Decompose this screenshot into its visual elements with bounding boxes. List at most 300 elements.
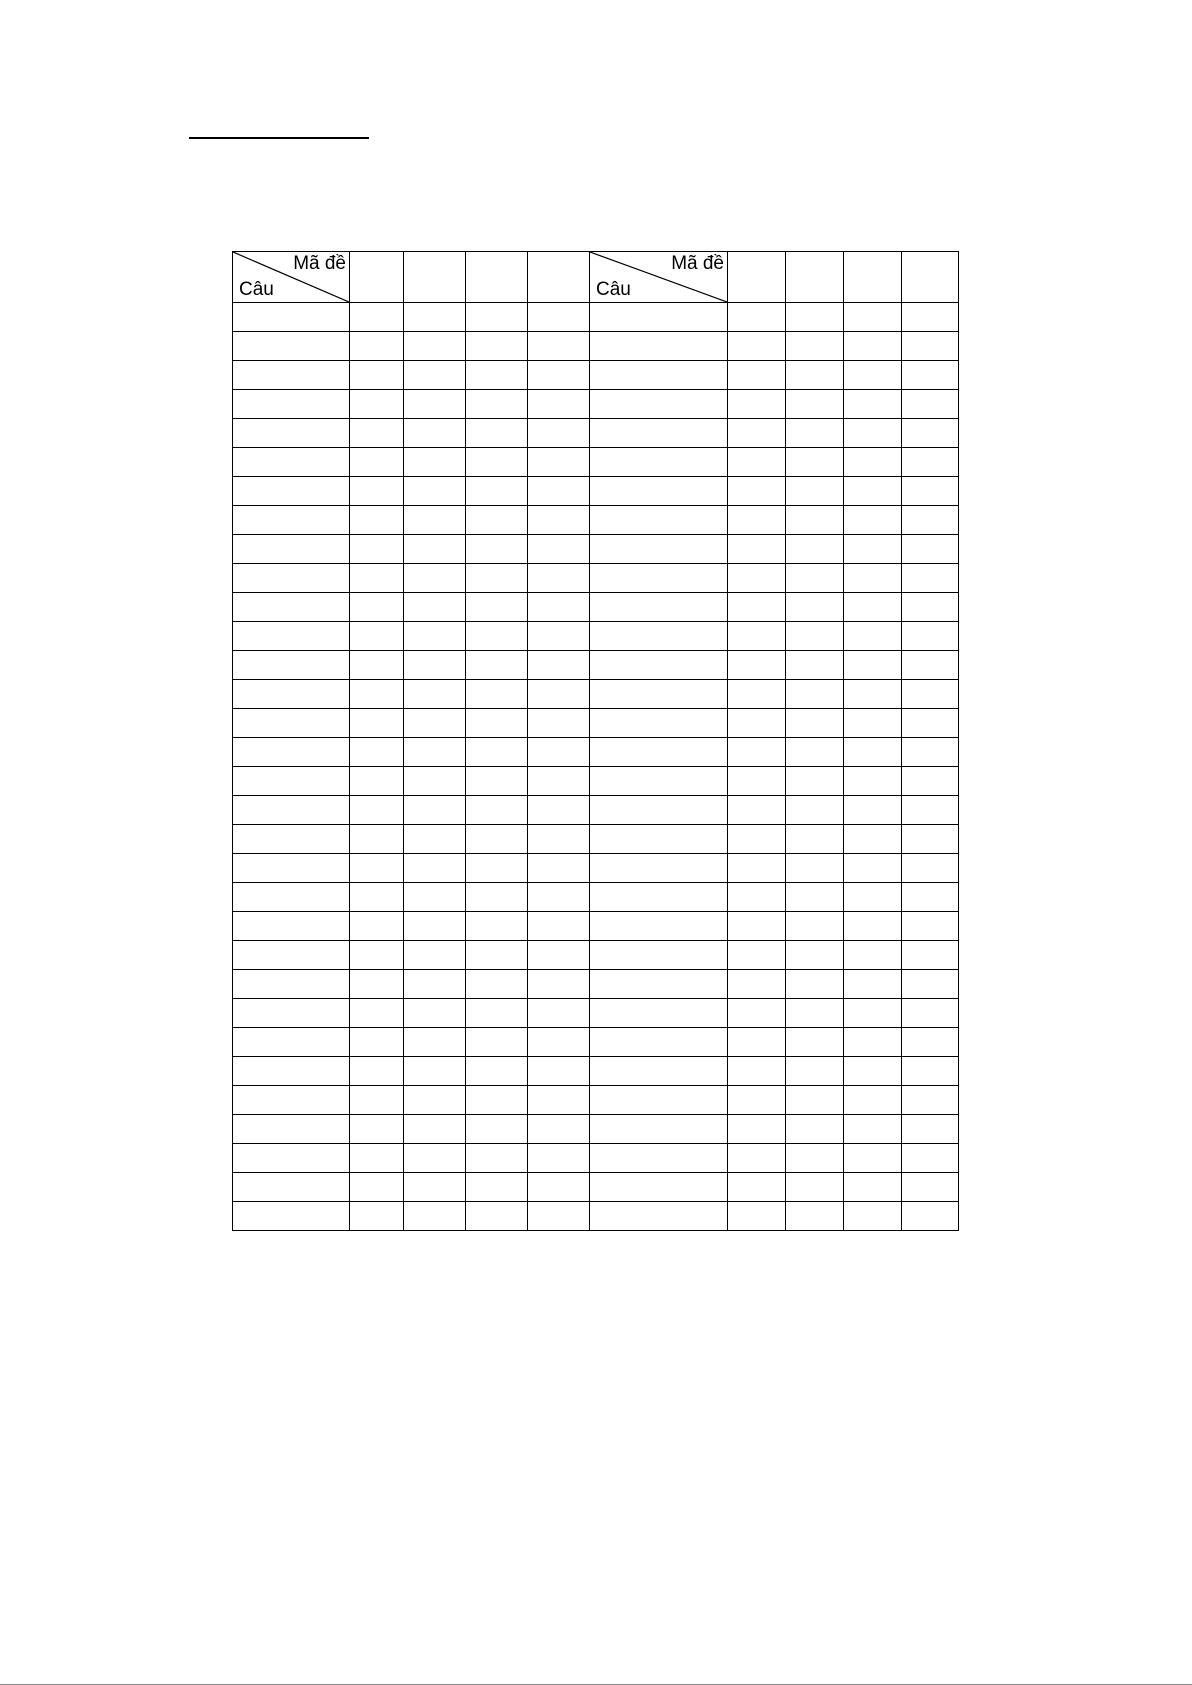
answer-cell[interactable] <box>728 854 786 883</box>
answer-cell[interactable] <box>350 332 404 361</box>
question-number-cell[interactable] <box>590 825 728 854</box>
answer-cell[interactable] <box>404 448 466 477</box>
answer-cell[interactable] <box>466 1115 528 1144</box>
answer-cell[interactable] <box>466 332 528 361</box>
answer-cell[interactable] <box>728 303 786 332</box>
answer-cell[interactable] <box>902 1115 959 1144</box>
answer-cell[interactable] <box>350 1057 404 1086</box>
answer-cell[interactable] <box>528 1202 590 1231</box>
answer-cell[interactable] <box>728 506 786 535</box>
answer-cell[interactable] <box>786 1086 844 1115</box>
question-number-cell[interactable] <box>233 332 350 361</box>
answer-cell[interactable] <box>786 303 844 332</box>
answer-cell[interactable] <box>404 854 466 883</box>
answer-cell[interactable] <box>404 535 466 564</box>
question-number-cell[interactable] <box>233 767 350 796</box>
question-number-cell[interactable] <box>590 709 728 738</box>
answer-cell[interactable] <box>350 506 404 535</box>
answer-cell[interactable] <box>786 506 844 535</box>
answer-cell[interactable] <box>728 390 786 419</box>
question-number-cell[interactable] <box>233 738 350 767</box>
exam-code-header-cell[interactable] <box>902 252 959 303</box>
question-number-cell[interactable] <box>590 506 728 535</box>
answer-cell[interactable] <box>466 477 528 506</box>
answer-cell[interactable] <box>350 593 404 622</box>
answer-cell[interactable] <box>528 564 590 593</box>
answer-cell[interactable] <box>404 912 466 941</box>
answer-cell[interactable] <box>786 854 844 883</box>
answer-cell[interactable] <box>404 1144 466 1173</box>
question-number-cell[interactable] <box>233 680 350 709</box>
answer-cell[interactable] <box>728 332 786 361</box>
answer-cell[interactable] <box>844 999 902 1028</box>
answer-cell[interactable] <box>466 796 528 825</box>
answer-cell[interactable] <box>528 1173 590 1202</box>
answer-cell[interactable] <box>902 1144 959 1173</box>
answer-cell[interactable] <box>466 883 528 912</box>
answer-cell[interactable] <box>466 912 528 941</box>
answer-cell[interactable] <box>466 1086 528 1115</box>
answer-cell[interactable] <box>466 680 528 709</box>
question-number-cell[interactable] <box>590 419 728 448</box>
answer-cell[interactable] <box>728 593 786 622</box>
answer-cell[interactable] <box>844 941 902 970</box>
answer-cell[interactable] <box>902 1028 959 1057</box>
answer-cell[interactable] <box>844 390 902 419</box>
answer-cell[interactable] <box>528 854 590 883</box>
question-number-cell[interactable] <box>590 796 728 825</box>
answer-cell[interactable] <box>844 1144 902 1173</box>
answer-cell[interactable] <box>404 767 466 796</box>
answer-cell[interactable] <box>786 999 844 1028</box>
answer-cell[interactable] <box>786 1144 844 1173</box>
answer-cell[interactable] <box>404 564 466 593</box>
exam-code-header-cell[interactable] <box>466 252 528 303</box>
question-number-cell[interactable] <box>590 1115 728 1144</box>
answer-cell[interactable] <box>844 796 902 825</box>
question-number-cell[interactable] <box>590 1202 728 1231</box>
answer-cell[interactable] <box>844 738 902 767</box>
answer-cell[interactable] <box>350 651 404 680</box>
answer-cell[interactable] <box>902 999 959 1028</box>
answer-cell[interactable] <box>466 506 528 535</box>
answer-cell[interactable] <box>844 535 902 564</box>
answer-cell[interactable] <box>528 709 590 738</box>
question-number-cell[interactable] <box>233 448 350 477</box>
answer-cell[interactable] <box>466 535 528 564</box>
answer-cell[interactable] <box>786 941 844 970</box>
answer-cell[interactable] <box>728 883 786 912</box>
answer-cell[interactable] <box>844 883 902 912</box>
question-number-cell[interactable] <box>233 1057 350 1086</box>
answer-cell[interactable] <box>786 1173 844 1202</box>
answer-cell[interactable] <box>728 419 786 448</box>
answer-cell[interactable] <box>404 999 466 1028</box>
answer-cell[interactable] <box>902 390 959 419</box>
answer-cell[interactable] <box>350 564 404 593</box>
answer-cell[interactable] <box>786 738 844 767</box>
exam-code-header-cell[interactable] <box>404 252 466 303</box>
answer-cell[interactable] <box>902 1202 959 1231</box>
answer-cell[interactable] <box>350 535 404 564</box>
answer-cell[interactable] <box>728 767 786 796</box>
answer-cell[interactable] <box>350 1086 404 1115</box>
answer-cell[interactable] <box>786 970 844 999</box>
exam-code-header-cell[interactable] <box>528 252 590 303</box>
answer-cell[interactable] <box>902 854 959 883</box>
exam-code-header-cell[interactable] <box>786 252 844 303</box>
answer-cell[interactable] <box>902 477 959 506</box>
answer-cell[interactable] <box>528 506 590 535</box>
answer-cell[interactable] <box>786 796 844 825</box>
answer-cell[interactable] <box>844 593 902 622</box>
answer-cell[interactable] <box>902 1086 959 1115</box>
question-number-cell[interactable] <box>590 738 728 767</box>
answer-cell[interactable] <box>404 883 466 912</box>
answer-cell[interactable] <box>466 1173 528 1202</box>
answer-cell[interactable] <box>902 622 959 651</box>
answer-cell[interactable] <box>350 622 404 651</box>
answer-cell[interactable] <box>466 854 528 883</box>
answer-cell[interactable] <box>844 1115 902 1144</box>
question-number-cell[interactable] <box>233 622 350 651</box>
answer-cell[interactable] <box>404 332 466 361</box>
question-number-cell[interactable] <box>233 1086 350 1115</box>
question-number-cell[interactable] <box>233 883 350 912</box>
answer-cell[interactable] <box>466 709 528 738</box>
answer-cell[interactable] <box>404 419 466 448</box>
question-number-cell[interactable] <box>590 361 728 390</box>
answer-cell[interactable] <box>350 912 404 941</box>
answer-cell[interactable] <box>902 506 959 535</box>
question-number-cell[interactable] <box>590 883 728 912</box>
answer-cell[interactable] <box>728 535 786 564</box>
answer-cell[interactable] <box>844 332 902 361</box>
answer-cell[interactable] <box>786 390 844 419</box>
answer-cell[interactable] <box>350 361 404 390</box>
question-number-cell[interactable] <box>233 1202 350 1231</box>
answer-cell[interactable] <box>728 1028 786 1057</box>
answer-cell[interactable] <box>466 825 528 854</box>
answer-cell[interactable] <box>844 448 902 477</box>
answer-cell[interactable] <box>404 477 466 506</box>
answer-cell[interactable] <box>728 738 786 767</box>
answer-cell[interactable] <box>466 1028 528 1057</box>
answer-cell[interactable] <box>728 825 786 854</box>
answer-cell[interactable] <box>528 622 590 651</box>
answer-cell[interactable] <box>350 390 404 419</box>
answer-cell[interactable] <box>350 767 404 796</box>
answer-cell[interactable] <box>404 941 466 970</box>
answer-cell[interactable] <box>786 332 844 361</box>
answer-cell[interactable] <box>466 361 528 390</box>
answer-cell[interactable] <box>786 825 844 854</box>
answer-cell[interactable] <box>786 1115 844 1144</box>
question-number-cell[interactable] <box>233 912 350 941</box>
question-number-cell[interactable] <box>233 419 350 448</box>
answer-cell[interactable] <box>404 738 466 767</box>
question-number-cell[interactable] <box>590 448 728 477</box>
answer-cell[interactable] <box>786 883 844 912</box>
answer-cell[interactable] <box>466 941 528 970</box>
question-number-cell[interactable] <box>233 1028 350 1057</box>
answer-cell[interactable] <box>466 564 528 593</box>
answer-cell[interactable] <box>728 999 786 1028</box>
question-number-cell[interactable] <box>233 941 350 970</box>
answer-cell[interactable] <box>786 448 844 477</box>
answer-cell[interactable] <box>844 854 902 883</box>
answer-cell[interactable] <box>786 593 844 622</box>
question-number-cell[interactable] <box>590 593 728 622</box>
question-number-cell[interactable] <box>590 941 728 970</box>
answer-cell[interactable] <box>404 622 466 651</box>
question-number-cell[interactable] <box>233 506 350 535</box>
answer-cell[interactable] <box>528 912 590 941</box>
question-number-cell[interactable] <box>233 361 350 390</box>
answer-cell[interactable] <box>902 709 959 738</box>
exam-code-header-cell[interactable] <box>728 252 786 303</box>
answer-cell[interactable] <box>528 419 590 448</box>
answer-cell[interactable] <box>902 651 959 680</box>
answer-cell[interactable] <box>902 303 959 332</box>
answer-cell[interactable] <box>902 970 959 999</box>
answer-cell[interactable] <box>350 303 404 332</box>
answer-cell[interactable] <box>528 767 590 796</box>
answer-cell[interactable] <box>404 593 466 622</box>
answer-cell[interactable] <box>350 680 404 709</box>
answer-cell[interactable] <box>350 1202 404 1231</box>
question-number-cell[interactable] <box>590 564 728 593</box>
answer-cell[interactable] <box>528 332 590 361</box>
question-number-cell[interactable] <box>590 303 728 332</box>
answer-cell[interactable] <box>528 477 590 506</box>
answer-cell[interactable] <box>902 825 959 854</box>
question-number-cell[interactable] <box>233 564 350 593</box>
question-number-cell[interactable] <box>233 825 350 854</box>
question-number-cell[interactable] <box>590 332 728 361</box>
question-number-cell[interactable] <box>233 303 350 332</box>
question-number-cell[interactable] <box>233 1144 350 1173</box>
answer-cell[interactable] <box>902 419 959 448</box>
answer-cell[interactable] <box>528 941 590 970</box>
question-number-cell[interactable] <box>590 970 728 999</box>
answer-cell[interactable] <box>404 1086 466 1115</box>
answer-cell[interactable] <box>528 825 590 854</box>
answer-cell[interactable] <box>728 680 786 709</box>
answer-cell[interactable] <box>350 1173 404 1202</box>
answer-cell[interactable] <box>844 361 902 390</box>
answer-cell[interactable] <box>466 999 528 1028</box>
exam-code-header-cell[interactable] <box>350 252 404 303</box>
answer-cell[interactable] <box>728 709 786 738</box>
answer-cell[interactable] <box>844 303 902 332</box>
answer-cell[interactable] <box>404 1115 466 1144</box>
answer-cell[interactable] <box>786 651 844 680</box>
answer-cell[interactable] <box>728 941 786 970</box>
question-number-cell[interactable] <box>590 622 728 651</box>
answer-cell[interactable] <box>902 564 959 593</box>
answer-cell[interactable] <box>466 767 528 796</box>
question-number-cell[interactable] <box>233 593 350 622</box>
answer-cell[interactable] <box>528 1028 590 1057</box>
answer-cell[interactable] <box>786 477 844 506</box>
question-number-cell[interactable] <box>590 651 728 680</box>
question-number-cell[interactable] <box>233 709 350 738</box>
answer-cell[interactable] <box>786 1057 844 1086</box>
answer-cell[interactable] <box>466 738 528 767</box>
question-number-cell[interactable] <box>590 535 728 564</box>
answer-cell[interactable] <box>786 535 844 564</box>
answer-cell[interactable] <box>786 1202 844 1231</box>
answer-cell[interactable] <box>786 361 844 390</box>
answer-cell[interactable] <box>466 970 528 999</box>
answer-cell[interactable] <box>786 564 844 593</box>
answer-cell[interactable] <box>528 448 590 477</box>
answer-cell[interactable] <box>350 796 404 825</box>
answer-cell[interactable] <box>466 303 528 332</box>
answer-cell[interactable] <box>728 796 786 825</box>
answer-cell[interactable] <box>350 970 404 999</box>
answer-cell[interactable] <box>404 970 466 999</box>
answer-cell[interactable] <box>404 303 466 332</box>
answer-cell[interactable] <box>466 622 528 651</box>
question-number-cell[interactable] <box>590 999 728 1028</box>
exam-code-header-cell[interactable] <box>844 252 902 303</box>
answer-cell[interactable] <box>404 1202 466 1231</box>
answer-cell[interactable] <box>902 767 959 796</box>
answer-cell[interactable] <box>728 1173 786 1202</box>
answer-cell[interactable] <box>902 361 959 390</box>
answer-cell[interactable] <box>528 970 590 999</box>
answer-cell[interactable] <box>844 912 902 941</box>
answer-cell[interactable] <box>404 506 466 535</box>
question-number-cell[interactable] <box>590 1057 728 1086</box>
answer-cell[interactable] <box>466 1144 528 1173</box>
answer-cell[interactable] <box>350 854 404 883</box>
answer-cell[interactable] <box>844 767 902 796</box>
answer-cell[interactable] <box>902 680 959 709</box>
answer-cell[interactable] <box>728 1202 786 1231</box>
question-number-cell[interactable] <box>233 1173 350 1202</box>
answer-cell[interactable] <box>844 970 902 999</box>
answer-cell[interactable] <box>350 883 404 912</box>
answer-cell[interactable] <box>350 448 404 477</box>
answer-cell[interactable] <box>728 912 786 941</box>
question-number-cell[interactable] <box>233 477 350 506</box>
answer-cell[interactable] <box>728 448 786 477</box>
answer-cell[interactable] <box>466 651 528 680</box>
answer-cell[interactable] <box>902 941 959 970</box>
answer-cell[interactable] <box>528 1086 590 1115</box>
answer-cell[interactable] <box>528 680 590 709</box>
answer-cell[interactable] <box>786 1028 844 1057</box>
question-number-cell[interactable] <box>233 999 350 1028</box>
answer-cell[interactable] <box>528 796 590 825</box>
answer-cell[interactable] <box>728 622 786 651</box>
answer-cell[interactable] <box>528 1144 590 1173</box>
answer-cell[interactable] <box>528 535 590 564</box>
answer-cell[interactable] <box>466 419 528 448</box>
answer-cell[interactable] <box>350 738 404 767</box>
answer-cell[interactable] <box>786 622 844 651</box>
answer-cell[interactable] <box>844 506 902 535</box>
question-number-cell[interactable] <box>233 796 350 825</box>
question-number-cell[interactable] <box>233 970 350 999</box>
answer-cell[interactable] <box>844 1086 902 1115</box>
question-number-cell[interactable] <box>590 1173 728 1202</box>
answer-cell[interactable] <box>844 1173 902 1202</box>
answer-cell[interactable] <box>844 477 902 506</box>
answer-cell[interactable] <box>902 535 959 564</box>
answer-cell[interactable] <box>786 680 844 709</box>
question-number-cell[interactable] <box>590 1028 728 1057</box>
answer-cell[interactable] <box>404 1028 466 1057</box>
answer-cell[interactable] <box>728 651 786 680</box>
answer-cell[interactable] <box>528 1057 590 1086</box>
answer-cell[interactable] <box>902 593 959 622</box>
answer-cell[interactable] <box>350 1028 404 1057</box>
answer-cell[interactable] <box>404 361 466 390</box>
answer-cell[interactable] <box>528 1115 590 1144</box>
answer-cell[interactable] <box>844 680 902 709</box>
answer-cell[interactable] <box>728 970 786 999</box>
question-number-cell[interactable] <box>590 477 728 506</box>
answer-cell[interactable] <box>404 680 466 709</box>
answer-cell[interactable] <box>528 999 590 1028</box>
answer-cell[interactable] <box>844 651 902 680</box>
answer-cell[interactable] <box>786 419 844 448</box>
answer-cell[interactable] <box>404 796 466 825</box>
answer-cell[interactable] <box>350 477 404 506</box>
answer-cell[interactable] <box>728 361 786 390</box>
answer-cell[interactable] <box>902 448 959 477</box>
answer-cell[interactable] <box>902 332 959 361</box>
answer-cell[interactable] <box>528 593 590 622</box>
answer-cell[interactable] <box>902 883 959 912</box>
answer-cell[interactable] <box>902 738 959 767</box>
question-number-cell[interactable] <box>590 854 728 883</box>
answer-cell[interactable] <box>844 825 902 854</box>
answer-cell[interactable] <box>466 390 528 419</box>
answer-cell[interactable] <box>350 1144 404 1173</box>
answer-cell[interactable] <box>728 1144 786 1173</box>
answer-cell[interactable] <box>844 1202 902 1231</box>
answer-cell[interactable] <box>466 1057 528 1086</box>
answer-cell[interactable] <box>404 1173 466 1202</box>
answer-cell[interactable] <box>728 1086 786 1115</box>
question-number-cell[interactable] <box>590 1086 728 1115</box>
answer-cell[interactable] <box>528 651 590 680</box>
answer-cell[interactable] <box>404 651 466 680</box>
answer-cell[interactable] <box>902 796 959 825</box>
answer-cell[interactable] <box>786 767 844 796</box>
answer-cell[interactable] <box>786 709 844 738</box>
answer-cell[interactable] <box>350 999 404 1028</box>
answer-cell[interactable] <box>728 1115 786 1144</box>
answer-cell[interactable] <box>350 941 404 970</box>
question-number-cell[interactable] <box>233 854 350 883</box>
answer-cell[interactable] <box>528 361 590 390</box>
question-number-cell[interactable] <box>590 912 728 941</box>
answer-cell[interactable] <box>404 709 466 738</box>
question-number-cell[interactable] <box>590 1144 728 1173</box>
question-number-cell[interactable] <box>233 651 350 680</box>
answer-cell[interactable] <box>404 825 466 854</box>
answer-cell[interactable] <box>466 448 528 477</box>
question-number-cell[interactable] <box>590 680 728 709</box>
question-number-cell[interactable] <box>233 1115 350 1144</box>
answer-cell[interactable] <box>844 622 902 651</box>
